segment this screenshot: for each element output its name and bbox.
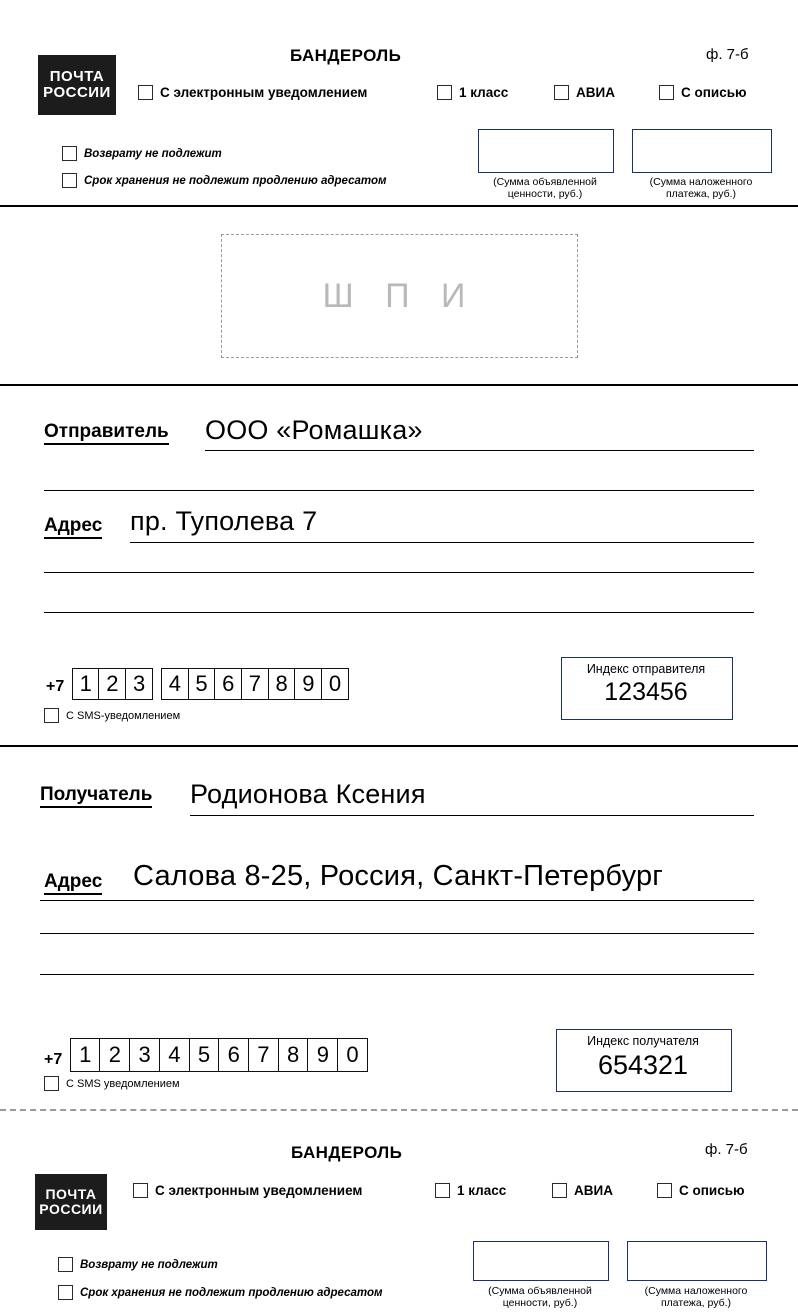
checkbox-label: 1 класс xyxy=(457,1183,507,1198)
checkbox-label: С электронным уведомлением xyxy=(160,85,368,100)
recipient-line-4 xyxy=(40,974,754,975)
checkbox-recipient-sms[interactable] xyxy=(44,1076,180,1091)
checkbox-box-icon[interactable] xyxy=(659,85,674,100)
checkbox-box-icon[interactable] xyxy=(138,85,153,100)
recipient-name-rule xyxy=(190,815,754,816)
checkbox-label: Срок хранения не подлежит продлению адресатом xyxy=(80,1286,383,1299)
logo-line-1: ПОЧТА xyxy=(45,1186,97,1203)
checkbox-label: Возврату не подлежит xyxy=(80,1258,218,1271)
recipient-name-value[interactable]: Родионова Ксения xyxy=(190,779,426,809)
checkbox-box-icon[interactable] xyxy=(44,708,59,723)
checkbox-label: АВИА xyxy=(576,85,615,100)
section-divider xyxy=(0,384,798,386)
sender-name-value[interactable]: ООО «Ромашка» xyxy=(205,415,423,445)
checkbox-first-class-duplicate[interactable] xyxy=(435,1183,506,1198)
logo-line-2: РОССИИ xyxy=(39,1201,103,1217)
cod-value-caption-line2: платежа, руб.) xyxy=(665,188,737,201)
form-title: БАНДЕРОЛЬ xyxy=(290,46,402,65)
phone-digit-cell[interactable]: 4 xyxy=(159,1038,190,1072)
phone-digit-cell[interactable]: 1 xyxy=(70,1038,101,1072)
recipient-line-3 xyxy=(40,933,754,934)
phone-digit-cell[interactable]: 5 xyxy=(189,1038,220,1072)
recipient-phone-prefix: +7 xyxy=(44,1051,63,1068)
phone-digit-cell[interactable]: 9 xyxy=(294,668,322,700)
form-code: ф. 7-б xyxy=(706,46,749,63)
declared-value-caption-line1: (Сумма объявленной xyxy=(493,176,597,188)
checkbox-box-icon[interactable] xyxy=(552,1183,567,1198)
checkbox-box-icon[interactable] xyxy=(58,1257,73,1272)
phone-digit-cell[interactable]: 4 xyxy=(161,668,189,700)
checkbox-avia-duplicate[interactable] xyxy=(552,1183,613,1198)
logo-line-2: РОССИИ xyxy=(43,84,111,101)
checkbox-no-return-duplicate[interactable] xyxy=(58,1257,218,1272)
declared-value-caption-duplicate xyxy=(473,1285,607,1309)
phone-digit-cell[interactable]: 9 xyxy=(307,1038,338,1072)
sender-index-caption: Индекс отправителя xyxy=(586,662,706,676)
recipient-index-value[interactable]: 654321 xyxy=(597,1050,689,1080)
phone-digit-cell[interactable]: 2 xyxy=(99,1038,130,1072)
declared-value-input-duplicate[interactable] xyxy=(473,1241,609,1281)
phone-digit-cell[interactable]: 0 xyxy=(337,1038,368,1072)
checkbox-label: С SMS уведомлением xyxy=(66,1077,180,1090)
checkbox-label: Срок хранения не подлежит продлению адресатом xyxy=(84,174,387,187)
phone-digit-cell[interactable]: 5 xyxy=(188,668,216,700)
form-title-duplicate: БАНДЕРОЛЬ xyxy=(291,1143,403,1162)
checkbox-electronic-notice[interactable] xyxy=(138,85,367,100)
checkbox-with-inventory[interactable] xyxy=(659,85,747,100)
phone-digit-cell[interactable]: 3 xyxy=(129,1038,160,1072)
sender-address-value[interactable]: пр. Туполева 7 xyxy=(130,506,318,536)
sender-label: Отправитель xyxy=(44,422,169,445)
phone-digit-cell[interactable]: 7 xyxy=(248,1038,279,1072)
declared-value-caption xyxy=(478,176,612,200)
sender-line-2 xyxy=(44,490,754,491)
declared-value-caption-line2: ценности, руб.) xyxy=(507,188,583,201)
recipient-address-label: Адрес xyxy=(44,872,102,895)
checkbox-electronic-notice-duplicate[interactable] xyxy=(133,1183,362,1198)
cod-value-input-duplicate[interactable] xyxy=(627,1241,767,1281)
checkbox-box-icon[interactable] xyxy=(554,85,569,100)
sender-name-rule xyxy=(205,450,754,451)
phone-digit-cell[interactable]: 1 xyxy=(72,668,100,700)
cod-value-caption xyxy=(632,176,770,200)
checkbox-no-storage-extension[interactable] xyxy=(62,173,386,188)
checkbox-box-icon[interactable] xyxy=(437,85,452,100)
sender-address-rule xyxy=(130,542,754,543)
declared-value-caption-line1: (Сумма объявленной xyxy=(488,1285,592,1297)
sender-address-label: Адрес xyxy=(44,516,102,539)
cod-value-caption-line1: (Сумма наложенного xyxy=(644,1285,748,1297)
cod-value-input[interactable] xyxy=(632,129,772,173)
checkbox-box-icon[interactable] xyxy=(435,1183,450,1198)
recipient-label: Получатель xyxy=(40,785,152,808)
sender-phone-prefix: +7 xyxy=(46,678,65,695)
checkbox-box-icon[interactable] xyxy=(58,1285,73,1300)
checkbox-label: АВИА xyxy=(574,1183,613,1198)
phone-digit-cell[interactable]: 7 xyxy=(241,668,269,700)
checkbox-label: С описью xyxy=(679,1183,745,1198)
russian-post-logo-duplicate xyxy=(35,1174,107,1230)
recipient-address-rule xyxy=(40,900,754,901)
form-code-duplicate: ф. 7-б xyxy=(705,1141,748,1158)
checkbox-no-return[interactable] xyxy=(62,146,222,161)
sender-line-5 xyxy=(44,612,754,613)
sender-index-value[interactable]: 123456 xyxy=(604,678,688,706)
cod-value-caption-duplicate xyxy=(627,1285,765,1309)
checkbox-no-storage-extension-duplicate[interactable] xyxy=(58,1285,382,1300)
phone-digit-cell[interactable]: 8 xyxy=(268,668,296,700)
tear-off-divider xyxy=(0,1109,798,1111)
phone-digit-cell[interactable]: 0 xyxy=(321,668,349,700)
declared-value-caption-line2: ценности, руб.) xyxy=(502,1297,578,1310)
phone-digit-cell[interactable]: 6 xyxy=(214,668,242,700)
phone-digit-cell[interactable]: 6 xyxy=(218,1038,249,1072)
checkbox-label: С SMS-уведомлением xyxy=(66,709,181,722)
phone-digit-cell[interactable]: 2 xyxy=(98,668,126,700)
sender-phone-digits[interactable] xyxy=(73,668,349,700)
declared-value-input[interactable] xyxy=(478,129,614,173)
checkbox-first-class[interactable] xyxy=(437,85,508,100)
checkbox-box-icon[interactable] xyxy=(657,1183,672,1198)
phone-digit-cell[interactable]: 3 xyxy=(125,668,153,700)
tracking-number-placeholder[interactable]: Ш П И xyxy=(221,234,578,358)
checkbox-avia[interactable] xyxy=(554,85,615,100)
checkbox-label: С электронным уведомлением xyxy=(155,1183,363,1198)
checkbox-box-icon[interactable] xyxy=(44,1076,59,1091)
cod-value-caption-line1: (Сумма наложенного xyxy=(649,176,753,188)
checkbox-box-icon[interactable] xyxy=(62,173,77,188)
checkbox-with-inventory-duplicate[interactable] xyxy=(657,1183,745,1198)
section-divider xyxy=(0,205,798,207)
checkbox-label: Возврату не подлежит xyxy=(84,147,222,160)
recipient-phone-digits[interactable] xyxy=(71,1038,368,1072)
checkbox-label: С описью xyxy=(681,85,747,100)
logo-line-1: ПОЧТА xyxy=(49,68,105,86)
sender-line-4 xyxy=(44,572,754,573)
recipient-address-value[interactable]: Салова 8-25, Россия, Санкт-Петербург xyxy=(133,860,664,892)
russian-post-logo xyxy=(38,55,116,115)
checkbox-sender-sms[interactable] xyxy=(44,708,180,723)
checkbox-box-icon[interactable] xyxy=(62,146,77,161)
phone-digit-cell[interactable]: 8 xyxy=(278,1038,309,1072)
cod-value-caption-line2: платежа, руб.) xyxy=(660,1297,732,1310)
section-divider xyxy=(0,745,798,747)
checkbox-label: 1 класс xyxy=(459,85,509,100)
checkbox-box-icon[interactable] xyxy=(133,1183,148,1198)
recipient-index-caption: Индекс получателя xyxy=(587,1034,699,1048)
